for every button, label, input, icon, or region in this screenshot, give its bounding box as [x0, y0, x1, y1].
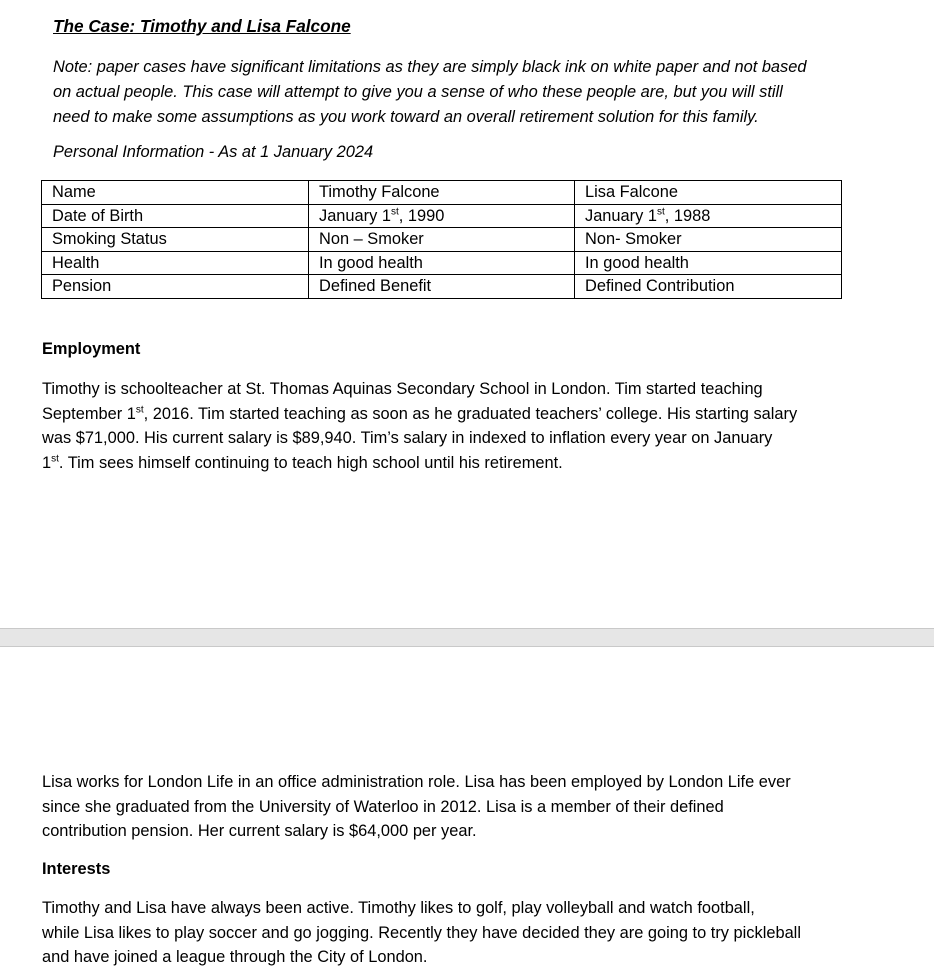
row-label: Health — [42, 251, 309, 275]
lisa-employment-paragraph — [42, 770, 791, 844]
note-paragraph — [53, 55, 806, 130]
paragraph-line: Timothy is schoolteacher at St. Thomas Aquinas Secondary School in London. Tim started teaching — [42, 380, 763, 398]
personal-info-heading: Personal Information - As at 1 January 2024 — [53, 143, 374, 161]
dob-text: January 1 — [585, 206, 657, 225]
paragraph-line — [42, 451, 797, 476]
note-line: need to make some assumptions as you work toward an overall retirement solution for this family. — [53, 108, 759, 126]
interests-heading: Interests — [42, 860, 111, 878]
row-label: Pension — [42, 275, 309, 299]
timothy-cell: Defined Benefit — [309, 275, 575, 299]
note-line: on actual people. This case will attempt to give you a sense of who these people are, but you will still — [53, 83, 783, 101]
table-row — [42, 181, 842, 205]
document-page-2 — [0, 647, 934, 975]
page-break-separator — [0, 628, 934, 647]
interests-paragraph — [42, 896, 801, 970]
personal-info-table — [41, 180, 842, 299]
lisa-cell: Defined Contribution — [575, 275, 842, 299]
timothy-cell — [309, 204, 575, 228]
ordinal-suffix: st — [656, 206, 665, 218]
paragraph-line: was $71,000. His current salary is $89,940. Tim’s salary in indexed to inflation every year on January — [42, 429, 773, 448]
row-label: Date of Birth — [42, 204, 309, 228]
dob-year: , 1990 — [398, 206, 445, 225]
timothy-cell: Timothy Falcone — [309, 181, 575, 205]
lisa-cell: In good health — [575, 251, 842, 275]
timothy-cell: In good health — [309, 251, 575, 275]
row-label: Smoking Status — [42, 228, 309, 252]
note-line: Note: paper cases have significant limitations as they are simply black ink on white paper and not based — [53, 58, 807, 76]
table-row — [42, 275, 842, 299]
table-row — [42, 204, 842, 228]
employment-heading: Employment — [42, 340, 141, 358]
lisa-cell — [575, 204, 842, 228]
timothy-employment-paragraph — [42, 377, 797, 476]
text-run: 1 — [42, 454, 52, 473]
row-label: Name — [42, 181, 309, 205]
dob-year: , 1988 — [664, 206, 711, 225]
paragraph-line: and have joined a league through the City of London. — [42, 948, 428, 967]
table-row — [42, 251, 842, 275]
paragraph-line: contribution pension. Her current salary is $64,000 per year. — [42, 822, 477, 841]
ordinal-suffix: st — [135, 404, 144, 416]
case-title: The Case: Timothy and Lisa Falcone — [53, 16, 351, 36]
text-run: September 1 — [42, 404, 136, 423]
timothy-cell: Non – Smoker — [309, 228, 575, 252]
paragraph-line: since she graduated from the University of Waterloo in 2012. Lisa is a member of their defined — [42, 797, 724, 816]
text-run: , 2016. Tim started teaching as soon as he graduated teachers’ college. His starting salary — [143, 404, 798, 423]
lisa-cell: Lisa Falcone — [575, 181, 842, 205]
paragraph-line: Lisa works for London Life in an office administration role. Lisa has been employed by London Life ever — [42, 773, 791, 791]
ordinal-suffix: st — [390, 206, 399, 218]
paragraph-line: Timothy and Lisa have always been active. Timothy likes to golf, play volleyball and watch football, — [42, 899, 755, 917]
paragraph-line — [42, 402, 797, 427]
paragraph-line: while Lisa likes to play soccer and go jogging. Recently they have decided they are going to try pickleball — [42, 923, 801, 942]
lisa-cell: Non- Smoker — [575, 228, 842, 252]
ordinal-suffix: st — [51, 453, 59, 465]
text-run: . Tim sees himself continuing to teach high school until his retirement. — [58, 454, 563, 473]
dob-text: January 1 — [319, 206, 391, 225]
table-row — [42, 228, 842, 252]
